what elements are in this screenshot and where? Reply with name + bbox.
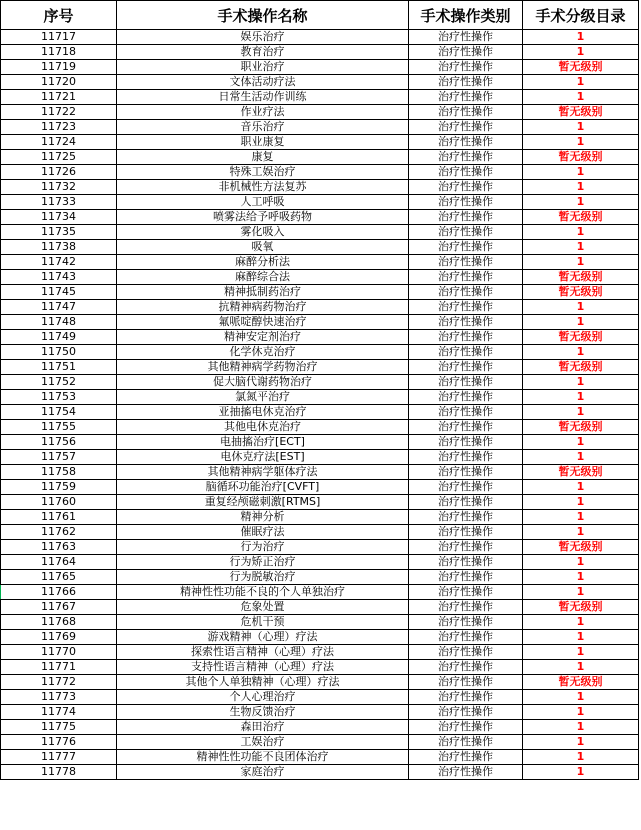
cell-procedure-name[interactable]: 行为矫正治疗 — [117, 555, 409, 570]
cell-procedure-category[interactable]: 治疗性操作 — [409, 75, 523, 90]
table-row — [1, 270, 639, 285]
cell-serial-no[interactable]: 11720 — [1, 75, 117, 90]
cell-procedure-name[interactable]: 康复 — [117, 150, 409, 165]
cell-procedure-name[interactable]: 麻醉分析法 — [117, 255, 409, 270]
cell-procedure-name[interactable]: 文体活动疗法 — [117, 75, 409, 90]
table-row — [1, 300, 639, 315]
table-row — [1, 330, 639, 345]
cell-serial-no[interactable]: 11745 — [1, 285, 117, 300]
cell-procedure-name[interactable]: 精神性性功能不良团体治疗 — [117, 750, 409, 765]
cell-procedure-name[interactable]: 危机干预 — [117, 615, 409, 630]
cell-procedure-category[interactable]: 治疗性操作 — [409, 630, 523, 645]
header-row — [1, 1, 639, 30]
cell-serial-no[interactable]: 11756 — [1, 435, 117, 450]
cell-serial-no[interactable]: 11754 — [1, 405, 117, 420]
cell-procedure-level[interactable]: 1 — [523, 735, 639, 750]
cell-procedure-category[interactable]: 治疗性操作 — [409, 570, 523, 585]
table-row — [1, 315, 639, 330]
cell-procedure-level[interactable]: 1 — [523, 615, 639, 630]
table-row — [1, 630, 639, 645]
cell-procedure-level[interactable]: 1 — [523, 165, 639, 180]
cell-procedure-level[interactable]: 1 — [523, 375, 639, 390]
cell-procedure-name[interactable]: 精神抵制药治疗 — [117, 285, 409, 300]
table-row — [1, 735, 639, 750]
cell-serial-no[interactable]: 11748 — [1, 315, 117, 330]
cell-procedure-name[interactable]: 特殊工娱治疗 — [117, 165, 409, 180]
cell-procedure-level[interactable]: 1 — [523, 450, 639, 465]
table-row — [1, 675, 639, 690]
cell-procedure-level[interactable]: 1 — [523, 750, 639, 765]
cell-procedure-name[interactable]: 行为脱敏治疗 — [117, 570, 409, 585]
table-row — [1, 150, 639, 165]
cell-procedure-category[interactable]: 治疗性操作 — [409, 390, 523, 405]
cell-procedure-level[interactable]: 暂无级别 — [523, 360, 639, 375]
cell-procedure-level[interactable]: 1 — [523, 660, 639, 675]
cell-procedure-level[interactable]: 1 — [523, 630, 639, 645]
header-procedure-level[interactable]: 手术分级目录 — [523, 1, 639, 30]
cell-procedure-category[interactable]: 治疗性操作 — [409, 525, 523, 540]
cell-serial-no[interactable]: 11751 — [1, 360, 117, 375]
cell-serial-no[interactable]: 11771 — [1, 660, 117, 675]
cell-procedure-category[interactable]: 治疗性操作 — [409, 360, 523, 375]
table-row — [1, 120, 639, 135]
table-row — [1, 105, 639, 120]
cell-serial-no[interactable]: 11761 — [1, 510, 117, 525]
cell-procedure-level[interactable]: 1 — [523, 555, 639, 570]
cell-procedure-level[interactable]: 1 — [523, 90, 639, 105]
cell-procedure-category[interactable]: 治疗性操作 — [409, 285, 523, 300]
cell-procedure-category[interactable]: 治疗性操作 — [409, 195, 523, 210]
cell-serial-no[interactable]: 11747 — [1, 300, 117, 315]
cell-procedure-level[interactable]: 1 — [523, 300, 639, 315]
table-row — [1, 180, 639, 195]
table-row — [1, 600, 639, 615]
table-row — [1, 585, 639, 600]
cell-procedure-category[interactable]: 治疗性操作 — [409, 150, 523, 165]
cell-procedure-name[interactable]: 教育治疗 — [117, 45, 409, 60]
cell-procedure-name[interactable]: 电抽搐治疗[ECT] — [117, 435, 409, 450]
cell-serial-no[interactable]: 11733 — [1, 195, 117, 210]
table-row — [1, 570, 639, 585]
cell-procedure-category[interactable]: 治疗性操作 — [409, 660, 523, 675]
cell-serial-no[interactable]: 11719 — [1, 60, 117, 75]
cell-procedure-name[interactable]: 人工呼吸 — [117, 195, 409, 210]
cell-serial-no[interactable]: 11725 — [1, 150, 117, 165]
cell-serial-no[interactable]: 11724 — [1, 135, 117, 150]
table-row — [1, 345, 639, 360]
cell-procedure-level[interactable]: 暂无级别 — [523, 210, 639, 225]
table-row — [1, 420, 639, 435]
cell-procedure-level[interactable]: 1 — [523, 720, 639, 735]
cell-serial-no[interactable]: 11769 — [1, 630, 117, 645]
cell-serial-no[interactable]: 11768 — [1, 615, 117, 630]
cell-procedure-category[interactable]: 治疗性操作 — [409, 345, 523, 360]
table-row — [1, 75, 639, 90]
table-row — [1, 540, 639, 555]
cell-serial-no[interactable]: 11763 — [1, 540, 117, 555]
cell-procedure-name[interactable]: 行为治疗 — [117, 540, 409, 555]
cell-procedure-level[interactable]: 1 — [523, 120, 639, 135]
cell-procedure-category[interactable]: 治疗性操作 — [409, 60, 523, 75]
cell-procedure-category[interactable]: 治疗性操作 — [409, 375, 523, 390]
cell-procedure-category[interactable]: 治疗性操作 — [409, 705, 523, 720]
cell-procedure-category[interactable]: 治疗性操作 — [409, 615, 523, 630]
cell-serial-no[interactable]: 11766 — [1, 585, 117, 600]
cell-procedure-level[interactable]: 1 — [523, 585, 639, 600]
cell-procedure-category[interactable]: 治疗性操作 — [409, 300, 523, 315]
cell-procedure-name[interactable]: 雾化吸入 — [117, 225, 409, 240]
cell-procedure-level[interactable]: 1 — [523, 45, 639, 60]
cell-serial-no[interactable]: 11770 — [1, 645, 117, 660]
cell-procedure-name[interactable]: 电休克疗法[EST] — [117, 450, 409, 465]
cell-procedure-name[interactable]: 其他电休克治疗 — [117, 420, 409, 435]
header-procedure-name[interactable]: 手术操作名称 — [117, 1, 409, 30]
cell-procedure-category[interactable]: 治疗性操作 — [409, 690, 523, 705]
cell-procedure-level[interactable]: 暂无级别 — [523, 600, 639, 615]
table-row — [1, 450, 639, 465]
cell-procedure-category[interactable]: 治疗性操作 — [409, 495, 523, 510]
cell-procedure-level[interactable]: 1 — [523, 225, 639, 240]
cell-procedure-name[interactable]: 氟哌啶醇快速治疗 — [117, 315, 409, 330]
cell-procedure-category[interactable]: 治疗性操作 — [409, 465, 523, 480]
cell-procedure-level[interactable]: 1 — [523, 480, 639, 495]
cell-procedure-name[interactable]: 精神安定剂治疗 — [117, 330, 409, 345]
table-row — [1, 525, 639, 540]
cell-serial-no[interactable]: 11776 — [1, 735, 117, 750]
cell-procedure-category[interactable]: 治疗性操作 — [409, 405, 523, 420]
cell-serial-no[interactable]: 11777 — [1, 750, 117, 765]
table-row — [1, 750, 639, 765]
table-row — [1, 30, 639, 45]
table-row — [1, 405, 639, 420]
cell-procedure-name[interactable]: 精神分析 — [117, 510, 409, 525]
cell-serial-no[interactable]: 11738 — [1, 240, 117, 255]
cell-procedure-name[interactable]: 其他精神病学药物治疗 — [117, 360, 409, 375]
cell-serial-no[interactable]: 11772 — [1, 675, 117, 690]
cell-procedure-name[interactable]: 职业康复 — [117, 135, 409, 150]
table-row — [1, 495, 639, 510]
cell-procedure-name[interactable]: 其他精神病学躯体疗法 — [117, 465, 409, 480]
cell-procedure-name[interactable]: 麻醉综合法 — [117, 270, 409, 285]
cell-procedure-name[interactable]: 探索性语言精神（心理）疗法 — [117, 645, 409, 660]
cell-procedure-name[interactable]: 音乐治疗 — [117, 120, 409, 135]
table-row — [1, 375, 639, 390]
cell-procedure-category[interactable]: 治疗性操作 — [409, 45, 523, 60]
cell-procedure-name[interactable]: 游戏精神（心理）疗法 — [117, 630, 409, 645]
cell-procedure-category[interactable]: 治疗性操作 — [409, 645, 523, 660]
cell-serial-no[interactable]: 11734 — [1, 210, 117, 225]
cell-procedure-name[interactable]: 亚抽搐电休克治疗 — [117, 405, 409, 420]
cell-procedure-name[interactable]: 其他个人单独精神（心理）疗法 — [117, 675, 409, 690]
cell-procedure-category[interactable]: 治疗性操作 — [409, 720, 523, 735]
cell-procedure-category[interactable]: 治疗性操作 — [409, 135, 523, 150]
cell-procedure-level[interactable]: 暂无级别 — [523, 60, 639, 75]
cell-procedure-name[interactable]: 促大脑代谢药物治疗 — [117, 375, 409, 390]
cell-procedure-level[interactable]: 1 — [523, 180, 639, 195]
table-row — [1, 285, 639, 300]
cell-procedure-category[interactable]: 治疗性操作 — [409, 510, 523, 525]
cell-procedure-level[interactable]: 1 — [523, 765, 639, 780]
table-row — [1, 615, 639, 630]
cell-procedure-level[interactable]: 暂无级别 — [523, 420, 639, 435]
cell-procedure-level[interactable]: 1 — [523, 405, 639, 420]
cell-procedure-name[interactable]: 危象处置 — [117, 600, 409, 615]
cell-procedure-name[interactable]: 职业治疗 — [117, 60, 409, 75]
cell-procedure-name[interactable]: 工娱治疗 — [117, 735, 409, 750]
table-row — [1, 465, 639, 480]
table-row — [1, 555, 639, 570]
table-row — [1, 360, 639, 375]
cell-procedure-category[interactable]: 治疗性操作 — [409, 750, 523, 765]
cell-procedure-category[interactable]: 治疗性操作 — [409, 270, 523, 285]
table-row — [1, 60, 639, 75]
cell-serial-no[interactable]: 11760 — [1, 495, 117, 510]
cell-serial-no[interactable]: 11749 — [1, 330, 117, 345]
table-row — [1, 225, 639, 240]
cell-procedure-name[interactable]: 喷雾法给予呼吸药物 — [117, 210, 409, 225]
cell-serial-no[interactable]: 11774 — [1, 705, 117, 720]
cell-procedure-category[interactable]: 治疗性操作 — [409, 225, 523, 240]
cell-serial-no[interactable]: 11757 — [1, 450, 117, 465]
table-row — [1, 240, 639, 255]
cell-procedure-name[interactable]: 精神性性功能不良的个人单独治疗 — [117, 585, 409, 600]
cell-procedure-category[interactable]: 治疗性操作 — [409, 555, 523, 570]
cell-serial-no[interactable]: 11773 — [1, 690, 117, 705]
cell-procedure-name[interactable]: 脑循环功能治疗[CVFT] — [117, 480, 409, 495]
cell-procedure-category[interactable]: 治疗性操作 — [409, 255, 523, 270]
table-row — [1, 390, 639, 405]
cell-procedure-level[interactable]: 1 — [523, 570, 639, 585]
cell-procedure-level[interactable]: 1 — [523, 255, 639, 270]
cell-serial-no[interactable]: 11759 — [1, 480, 117, 495]
cell-procedure-level[interactable]: 1 — [523, 30, 639, 45]
cell-procedure-name[interactable]: 支持性语言精神（心理）疗法 — [117, 660, 409, 675]
cell-procedure-name[interactable]: 抗精神病药物治疗 — [117, 300, 409, 315]
cell-procedure-category[interactable]: 治疗性操作 — [409, 735, 523, 750]
cell-procedure-level[interactable]: 暂无级别 — [523, 465, 639, 480]
cell-serial-no[interactable]: 11750 — [1, 345, 117, 360]
table-row — [1, 660, 639, 675]
cell-serial-no[interactable]: 11762 — [1, 525, 117, 540]
cell-procedure-level[interactable]: 1 — [523, 135, 639, 150]
cell-serial-no[interactable]: 11735 — [1, 225, 117, 240]
cell-serial-no[interactable]: 11718 — [1, 45, 117, 60]
cell-procedure-name[interactable]: 森田治疗 — [117, 720, 409, 735]
cell-procedure-category[interactable]: 治疗性操作 — [409, 450, 523, 465]
header-procedure-category[interactable]: 手术操作类别 — [409, 1, 523, 30]
cell-procedure-level[interactable]: 1 — [523, 75, 639, 90]
cell-procedure-level[interactable]: 1 — [523, 495, 639, 510]
cell-procedure-level[interactable]: 1 — [523, 390, 639, 405]
cell-procedure-category[interactable]: 治疗性操作 — [409, 165, 523, 180]
cell-procedure-category[interactable]: 治疗性操作 — [409, 30, 523, 45]
cell-procedure-category[interactable]: 治疗性操作 — [409, 540, 523, 555]
cell-procedure-level[interactable]: 1 — [523, 195, 639, 210]
cell-procedure-category[interactable]: 治疗性操作 — [409, 435, 523, 450]
cell-procedure-level[interactable]: 1 — [523, 645, 639, 660]
table-row — [1, 690, 639, 705]
cell-serial-no[interactable]: 11732 — [1, 180, 117, 195]
cell-procedure-level[interactable]: 1 — [523, 240, 639, 255]
cell-procedure-category[interactable]: 治疗性操作 — [409, 120, 523, 135]
cell-procedure-category[interactable]: 治疗性操作 — [409, 600, 523, 615]
cell-serial-no[interactable]: 11726 — [1, 165, 117, 180]
table-row — [1, 435, 639, 450]
cell-procedure-category[interactable]: 治疗性操作 — [409, 420, 523, 435]
cell-procedure-category[interactable]: 治疗性操作 — [409, 90, 523, 105]
cell-procedure-name[interactable]: 氯氮平治疗 — [117, 390, 409, 405]
cell-procedure-category[interactable]: 治疗性操作 — [409, 105, 523, 120]
cell-procedure-name[interactable]: 家庭治疗 — [117, 765, 409, 780]
table-row — [1, 720, 639, 735]
cell-procedure-level[interactable]: 暂无级别 — [523, 285, 639, 300]
cell-procedure-category[interactable]: 治疗性操作 — [409, 480, 523, 495]
cell-procedure-name[interactable]: 生物反馈治疗 — [117, 705, 409, 720]
cell-procedure-level[interactable]: 暂无级别 — [523, 330, 639, 345]
cell-procedure-level[interactable]: 1 — [523, 315, 639, 330]
cell-serial-no[interactable]: 11717 — [1, 30, 117, 45]
cell-procedure-name[interactable]: 催眠疗法 — [117, 525, 409, 540]
table-row — [1, 210, 639, 225]
cell-procedure-level[interactable]: 1 — [523, 705, 639, 720]
cell-procedure-level[interactable]: 1 — [523, 525, 639, 540]
cell-procedure-category[interactable]: 治疗性操作 — [409, 585, 523, 600]
cell-serial-no[interactable]: 11755 — [1, 420, 117, 435]
cell-serial-no[interactable]: 11752 — [1, 375, 117, 390]
table-row — [1, 645, 639, 660]
cell-procedure-level[interactable]: 暂无级别 — [523, 105, 639, 120]
table-row — [1, 510, 639, 525]
cell-procedure-level[interactable]: 1 — [523, 690, 639, 705]
cell-procedure-level[interactable]: 暂无级别 — [523, 540, 639, 555]
cell-serial-no[interactable]: 11778 — [1, 765, 117, 780]
cell-procedure-name[interactable]: 非机械性方法复苏 — [117, 180, 409, 195]
table-row — [1, 765, 639, 780]
table-row — [1, 90, 639, 105]
table-row — [1, 480, 639, 495]
cell-procedure-level[interactable]: 1 — [523, 345, 639, 360]
cell-procedure-category[interactable]: 治疗性操作 — [409, 240, 523, 255]
table-row — [1, 135, 639, 150]
cell-procedure-category[interactable]: 治疗性操作 — [409, 765, 523, 780]
cell-procedure-name[interactable]: 化学休克治疗 — [117, 345, 409, 360]
cell-procedure-category[interactable]: 治疗性操作 — [409, 210, 523, 225]
table-row — [1, 165, 639, 180]
cell-procedure-name[interactable]: 重复经颅磁刺激[RTMS] — [117, 495, 409, 510]
cell-procedure-category[interactable]: 治疗性操作 — [409, 330, 523, 345]
cell-procedure-name[interactable]: 日常生活动作训练 — [117, 90, 409, 105]
cell-serial-no[interactable]: 11722 — [1, 105, 117, 120]
table-row — [1, 45, 639, 60]
cell-serial-no[interactable]: 11743 — [1, 270, 117, 285]
cell-serial-no[interactable]: 11753 — [1, 390, 117, 405]
cell-serial-no[interactable]: 11758 — [1, 465, 117, 480]
table-row — [1, 705, 639, 720]
cell-procedure-category[interactable]: 治疗性操作 — [409, 315, 523, 330]
cell-procedure-name[interactable]: 吸氧 — [117, 240, 409, 255]
cell-procedure-category[interactable]: 治疗性操作 — [409, 675, 523, 690]
cell-procedure-name[interactable]: 娱乐治疗 — [117, 30, 409, 45]
cell-serial-no[interactable]: 11764 — [1, 555, 117, 570]
cell-serial-no[interactable]: 11723 — [1, 120, 117, 135]
cell-serial-no[interactable]: 11765 — [1, 570, 117, 585]
cell-serial-no[interactable]: 11767 — [1, 600, 117, 615]
cell-procedure-name[interactable]: 作业疗法 — [117, 105, 409, 120]
cell-procedure-level[interactable]: 暂无级别 — [523, 270, 639, 285]
cell-procedure-level[interactable]: 暂无级别 — [523, 675, 639, 690]
cell-serial-no[interactable]: 11775 — [1, 720, 117, 735]
cell-procedure-category[interactable]: 治疗性操作 — [409, 180, 523, 195]
cell-procedure-level[interactable]: 1 — [523, 510, 639, 525]
cell-procedure-level[interactable]: 暂无级别 — [523, 150, 639, 165]
cell-procedure-level[interactable]: 1 — [523, 435, 639, 450]
cell-procedure-name[interactable]: 个人心理治疗 — [117, 690, 409, 705]
table-row — [1, 255, 639, 270]
table-row — [1, 195, 639, 210]
header-serial-no[interactable]: 序号 — [1, 1, 117, 30]
cell-serial-no[interactable]: 11742 — [1, 255, 117, 270]
cell-serial-no[interactable]: 11721 — [1, 90, 117, 105]
